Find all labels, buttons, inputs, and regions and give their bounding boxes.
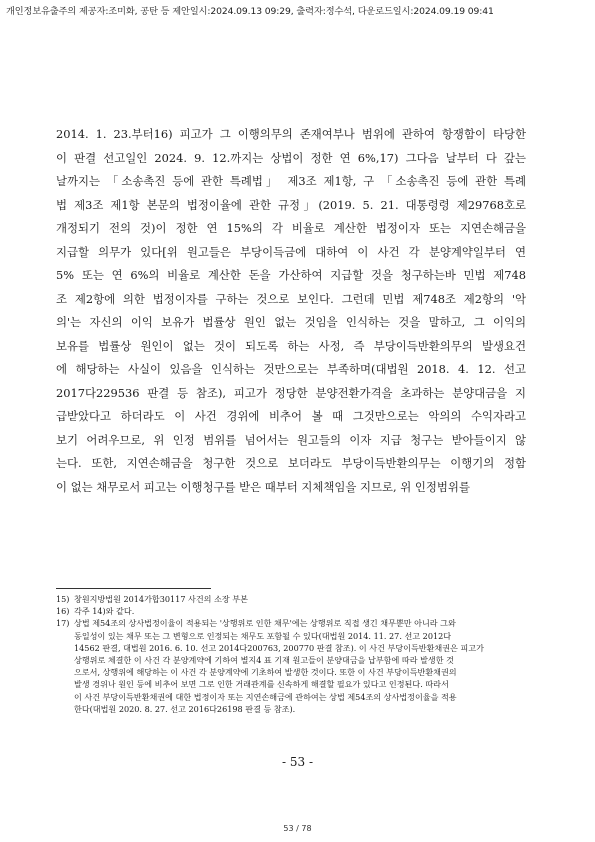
document-header-notice: 개인정보유출주의 제공자:조미화, 공탄 등 제안일시:2024.09.13 09:29, 출력자:정수석, 다운로드일시:2024.09.19 09:41 (6, 6, 494, 17)
body-line: 2014. 1. 23.부터16) 피고가 그 이행의무의 존재여부나 범위에 관하여 항쟁함이 타당한 (56, 127, 526, 141)
footnote-17 (56, 617, 532, 629)
footnote-text: 상행위로 체결한 이 사건 각 분양계약에 기하여 별지4 표 기재 원고들이 분양대금을 납부함에 따라 발생한 것 (74, 655, 454, 666)
body-line: 법 제3조 제1항 본문의 법정이율에 관한 규정」(2019. 5. 21. 대통령령 제29768호로 (56, 197, 526, 212)
page-number: - 53 - (281, 755, 313, 769)
footnote-text: 상법 제54조의 상사법정이율이 적용되는 '상행위로 인한 채무'에는 상행위로 직접 생긴 채무뿐만 아니라 그와 (74, 618, 456, 629)
footnote-text: 발생 경위나 원인 등에 비추어 보면 그로 인한 거래관계를 신속하게 해결할 필요가 있다고 인정된다. 따라서 (74, 679, 449, 690)
footnote-divider (56, 588, 211, 589)
body-line: 의'는 자신의 이익 보유가 법률상 원인 없는 것임을 인식하는 것을 말하고, 그 이익의 (56, 315, 526, 329)
footnotes (56, 593, 532, 715)
body-line: 개정되기 전의 것)이 정한 연 15%의 각 비율로 계산한 법정이자 또는 지연손해금을 (56, 221, 526, 235)
footnote-number: 16) (56, 606, 70, 617)
footnote-text: 각주 14)와 같다. (74, 606, 135, 617)
body-line: 이 판결 선고일인 2024. 9. 12.까지는 상법이 정한 연 6%,17) 그다음 날부터 다 갚는 (56, 150, 526, 165)
footnote-number: 17) (56, 618, 70, 629)
body-line: 보유를 법률상 원인이 없는 것이 되도록 하는 사정, 즉 부당이득반환의무의 발생요건 (56, 338, 526, 353)
body-line: 5% 또는 연 6%의 비율로 계산한 돈을 가산하여 지급할 것을 청구하는바 민법 제748 (56, 268, 526, 282)
body-line: 는다. 또한, 지연손해금을 청구한 것으로 보더라도 부당이득반환의무는 이행기의 정함 (56, 456, 526, 470)
footnote-text: 동일성이 있는 채무 또는 그 변형으로 인정되는 채무도 포함될 수 있다(대법원 2014. 11. 27. 선고 2012다 (74, 630, 452, 641)
body-line: 날까지는 「소송촉진 등에 관한 특례법」 제3조 제1항, 구 「소송촉진 등에 관한 특례 (56, 174, 526, 188)
body-line: 지급할 의무가 있다[위 원고들은 부당이득금에 대하여 이 사건 각 분양계약일부터 연 (56, 244, 526, 259)
page-counter: 53 / 78 (283, 824, 312, 833)
body-line: 조 제2항에 의한 법정이자를 구하는 것으로 보인다. 그런데 민법 제748조 제2항의 '악 (56, 291, 526, 306)
footnote-text: 이 사건 부당이득반환채권에 대한 법정이자 또는 지연손해금에 관하여는 상법 제54조의 상사법정이율을 적용 (74, 691, 457, 702)
body-line: 보기 어려우므로, 위 인정 범위를 넘어서는 원고들의 이자 지급 청구는 받아들이지 않 (56, 432, 526, 447)
body-line: 에 해당하는 사실이 있음을 인식하는 것만으로는 부족하며(대법원 2018. 4. 12. 선고 (56, 362, 526, 376)
footnote-text: 창원지방법원 2014가합30117 사건의 소장 부본 (74, 594, 248, 604)
body-line: 이 없는 채무로서 피고는 이행청구를 받은 때부터 지체책임을 지므로, 위 인정범위를 (56, 479, 470, 494)
body-text (56, 123, 526, 499)
footnote-16 (56, 605, 532, 617)
body-line: 2017다229536 판결 등 참조), 피고가 정당한 분양전환가격을 초과하는 분양대금을 지 (56, 385, 526, 400)
footnote-text: 14562 판결, 대법원 2016. 6. 10. 선고 2014다200763, 200770 판결 참조). 이 사건 부당이득반환채권은 피고가 (74, 642, 484, 653)
footnote-text: 으로서, 상행위에 해당하는 이 사건 각 분양계약에 기초하여 발생한 것이다. 또한 이 사건 부당이득반환채권의 (74, 667, 457, 678)
footnote-15 (56, 593, 532, 605)
footnote-text: 한다(대법원 2020. 8. 27. 선고 2016다26198 판결 등 참조). (74, 703, 296, 714)
body-line: 급받았다고 하더라도 이 사건 경위에 비추어 볼 때 그것만으로는 악의의 수익자라고 (56, 409, 526, 423)
footnote-number: 15) (56, 594, 70, 604)
